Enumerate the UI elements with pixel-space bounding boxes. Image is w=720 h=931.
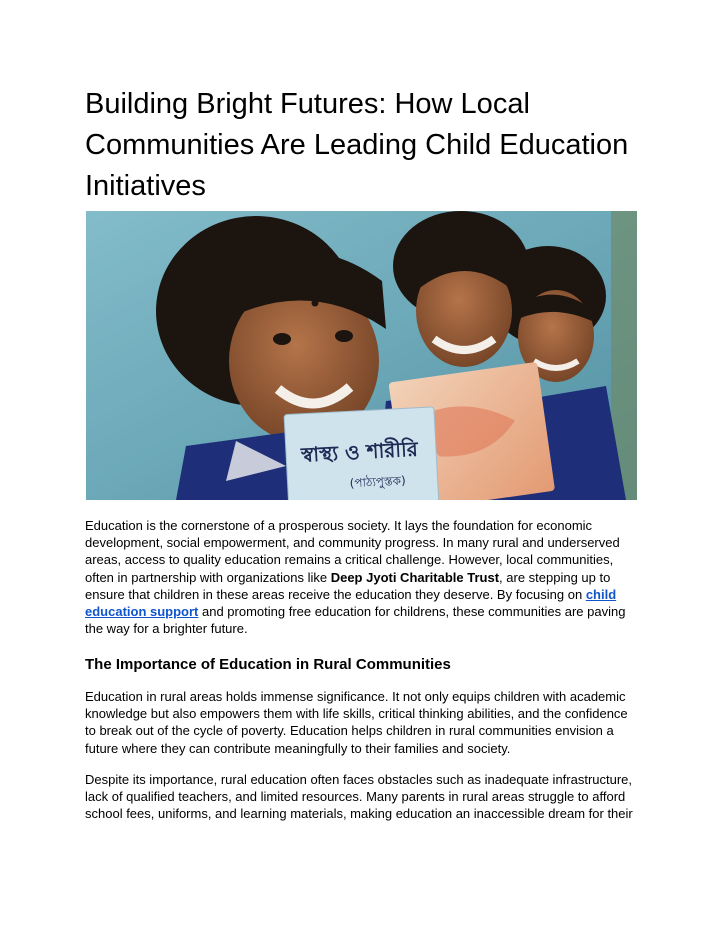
paragraph-importance: Education in rural areas holds immense significance. It not only equips children with academic knowledge but also empowers them with life skills, critical thinking abilities, and the confidence to break out of the cycle of poverty. Education helps children in rural communities envision a future where they can contribute meaningfully to their families and society. [85,689,628,756]
book-cover-title: স্বাস্থ্য ও শারীরি [300,436,419,467]
hero-photo-illustration [86,211,637,500]
child-education-support-link[interactable]: child education support [85,586,617,620]
intro-text-1: Education is the cornerstone of a prosperous society. It lays the foundation for economic development, social empowerment, and community progress. In many rural and underserved areas, access to quality education remains a critical challenge. However, local communities, often in partnership with organizations like [85,518,620,585]
org-name: Deep Jyoti Charitable Trust [330,569,500,585]
article-title: Building Bright Futures: How Local Communities Are Leading Child Education Initiatives [85,88,629,202]
intro-paragraph [85,517,640,637]
intro-text-2: , are stepping up to ensure that children in these areas receive the education they deserve. By focusing on [85,569,611,602]
hero-photo-children [86,211,637,500]
section-heading: The Importance of Education in Rural Communities [85,656,451,673]
intro-text-3: and promoting free education for childrens, these communities are paving the way for a brighter future. [85,604,626,637]
book-cover-subtitle: (পাঠ্যপুস্তক) [349,473,407,491]
paragraph-obstacles: Despite its importance, rural education often faces obstacles such as inadequate infrastructure, lack of qualified teachers, and limited resources. Many parents in rural areas struggle to afford school fees, uniforms, and learning materials, making education an inaccessible dream for their [85,772,633,822]
